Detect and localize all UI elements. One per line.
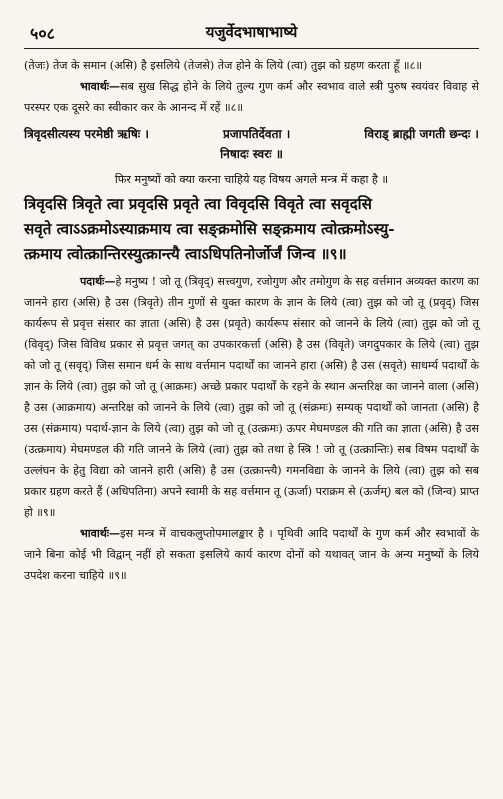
mantra-text [24,192,479,267]
rishi: त्रिवृदसीत्यस्य परमेष्ठी ऋषिः । [24,127,149,141]
chhanda: विराड् ब्राह्मी जगती छन्दः । [364,127,479,141]
page-number: ५०८ [30,24,55,43]
bhavartha-label: भावार्थः— [80,527,121,540]
bhavartha-paragraph-1 [24,76,479,118]
running-title: यजुर्वेदभाषाभाष्ये [205,23,298,41]
mantra-metadata [24,124,479,144]
intro-line: फिर मनुष्यों को क्या करना चाहिये यह विषय अगले मन्त्र में कहा है ॥ [114,173,389,186]
svara: निषादः स्वरः ॥ [220,147,283,161]
devata: प्रजापतिर्देवता । [222,127,291,141]
mantra-line: सवृते त्वाऽऽक्रमोऽस्याक्रमाय त्वा सङ्क्रमोसि सङ्क्रमाय त्वोत्क्रमोऽस्यु- [24,220,395,238]
padartha-label: पदार्थः— [80,275,116,288]
bhavartha-text: सब सुख सिद्ध होने के लिये तुल्य गुण कर्म और स्वभाव वाले स्त्री पुरुष स्वयंवर विवाह से परस्पर एक दूसरे का स्वीकार कर के आनन्द में रहें ॥८॥ [24,80,479,114]
mantra-line: त्रिवृदसि त्रिवृते त्वा प्रवृदसि प्रवृते त्वा विवृदसि विवृते त्वा सवृदसि [24,195,372,213]
page-header [24,18,479,49]
continuation-paragraph: (तेजः) तेज के समान (असि) है इसलिये (तेजसे) तेज होने के लिये (त्वा) तुझ को ग्रहण करता हूँ ॥८॥ [24,59,422,72]
mantra-line: त्क्रमाय त्वोत्क्रान्तिरस्युत्क्रान्त्यै त्वाऽधिपतिनोर्जोर्जं जिन्व ॥९॥ [24,245,347,263]
padartha-text: हे मनुष्य ! जो तू (त्रिवृद्) सत्त्वगुण, रजोगुण और तमोगुण के सह वर्त्तमान अव्यक्त कारण का जानने हारा (असि) है उस (त्रिवृते) तीन गुणों से युक्त कारण के ज्ञान के लिये (त्वा) तुझ को जो तू (प्रवृद्) जिस कार्यरूप से प्रवृत्त संसार का ज्ञाता (असि) है उस (प्रवृते) कार्यरूप संसार को जानने के लिये (त्वा) तुझ को जो तू (विवृद्) जिस विविध प्रकार से प्रवृत्त जगत् का उपकारकर्त्ता (असि) है उस (विवृते) जगदुपकार के लिये (त्वा) तुझ को जो तू (सवृद्) जिस समान धर्म के साथ वर्त्तमान पदार्थों का जानने हारा (असि) है उस (सवृते) साधर्म्य पदार्थों के ज्ञान के लिये (त्वा) तुझ को जो तू (आक्रमः) अच्छे प्रकार पदार्थों के रहने के स्थान अन्तरिक्ष का जानने वाला (असि) है उस (आक्रमाय) अन्तरिक्ष को जानने के लिये (त्वा) तुझ को जो तू (संक्रमः) सम्यक् पदार्थों को जानता (असि) है उस (संक्रमाय) पदार्थ-ज्ञान के लिये (त्वा) तुझ को जो तू (उत्क्रमः) ऊपर मेघमण्डल की गति का ज्ञाता (असि) है उस (उत्क्रमाय) मेघमण्डल की गति जानने के लिये (त्वा) तुझ को तथा हे स्त्रि ! जो तू (उत्क्रान्तिः) सब विषम पदार्थों के उल्लंघन के हेतु विद्या को जानने हारी (असि) है उस (उत्क्रान्त्यै) गमनविद्या के जानने के लिये (त्वा) तुझ को सब प्रकार ग्रहण करते हैं (अधिपतिना) अपने स्वामी के सह वर्त्तमान तू (ऊर्जा) पराक्रम से (ऊर्जम्) बल को (जिन्व) प्राप्त हो ॥९॥ [24,275,479,519]
bhavartha-text: इस मन्त्र में वाचकलुप्तोपमालङ्कार है । पृथिवी आदि पदार्थों के गुण कर्म और स्वभावों के जाने बिना कोई भी विद्वान् नहीं हो सकता इसलिये कार्य कारण दोनों को यथावत् जान के अन्य मनुष्यों के लिये उपदेश करना चाहिये ॥९॥ [24,527,479,582]
bhavartha-label: भावार्थः— [80,80,121,93]
padartha-paragraph [24,271,479,523]
bhavartha-paragraph-2 [24,523,479,586]
